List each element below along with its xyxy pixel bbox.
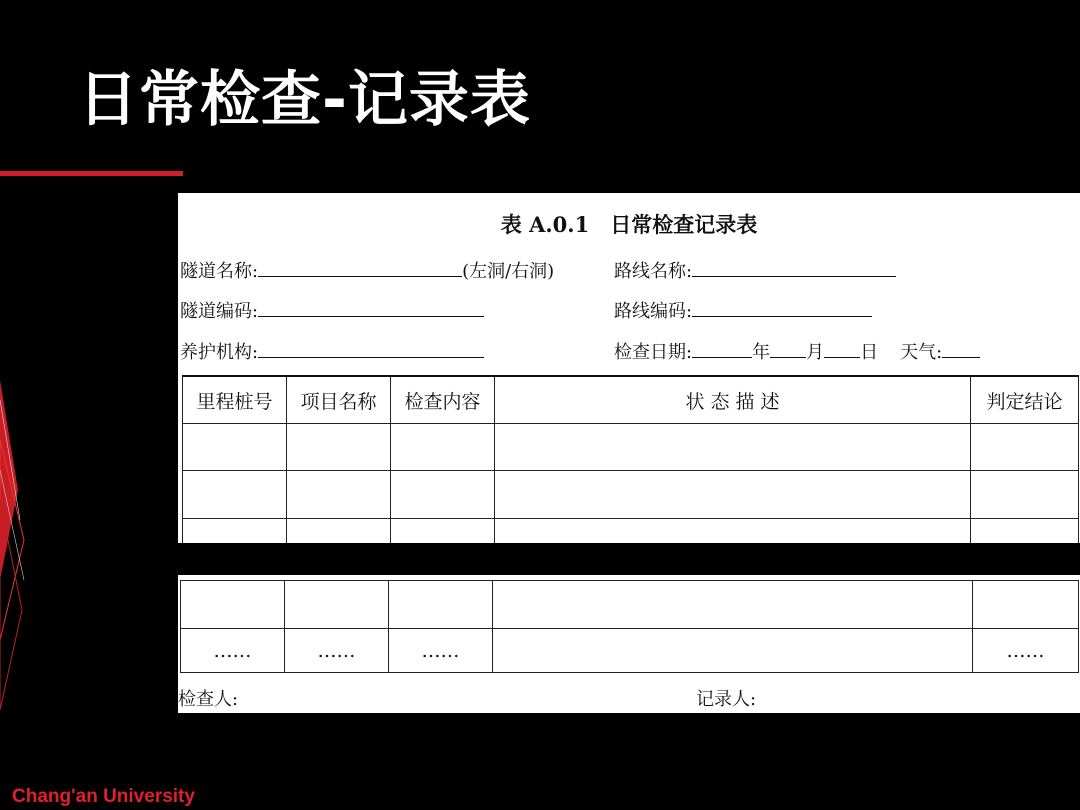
column-header: 判定结论 [971,376,1079,424]
inspection-date-field [614,338,980,364]
university-footer: Chang'an University [12,786,195,807]
ellipsis-cell: …… [285,629,389,673]
inspection-date-label: 检查日期: [614,342,693,363]
route-code-label: 路线编码: [614,301,693,322]
column-header: 项目名称 [287,376,391,424]
ellipsis-cell: …… [389,629,493,673]
inspector-label: 检查人: [178,689,239,710]
decorative-triangles [0,380,26,710]
day-label: 日 [860,342,879,363]
tunnel-code-field [180,297,484,323]
table-row [183,519,1079,544]
maintenance-org-field [180,338,484,364]
maintenance-org-label: 养护机构: [180,342,259,363]
year-label: 年 [752,342,771,363]
title-underline [0,171,183,176]
ellipsis-cell: …… [973,629,1079,673]
route-name-field [614,257,896,283]
column-header: 状 态 描 述 [495,376,971,424]
ellipsis-cell: …… [181,629,285,673]
column-header: 里程桩号 [183,376,287,424]
inspection-record-table-continued [180,580,1079,673]
tunnel-code-label: 隧道编码: [180,301,259,322]
table-title: 表 A.0.1 日常检查记录表 [500,212,758,237]
inspection-record-table [182,375,1079,543]
table-row [181,581,1079,629]
weather-label: 天气: [900,342,943,363]
route-code-field [614,297,872,323]
table-row [183,424,1079,471]
record-sheet-bottom [178,575,1080,713]
route-name-label: 路线名称: [614,261,693,282]
table-row-ellipsis [181,629,1079,673]
tunnel-name-label: 隧道名称: [180,261,259,282]
table-header-row [183,376,1079,424]
tunnel-name-field [180,257,554,283]
month-label: 月 [806,342,825,363]
tunnel-side-label: (左洞/右洞) [462,261,555,282]
slide-title: 日常检查-记录表 [78,65,531,135]
table-row [183,471,1079,519]
recorder-label: 记录人: [696,689,757,710]
column-header: 检查内容 [391,376,495,424]
record-sheet-top [178,193,1080,543]
